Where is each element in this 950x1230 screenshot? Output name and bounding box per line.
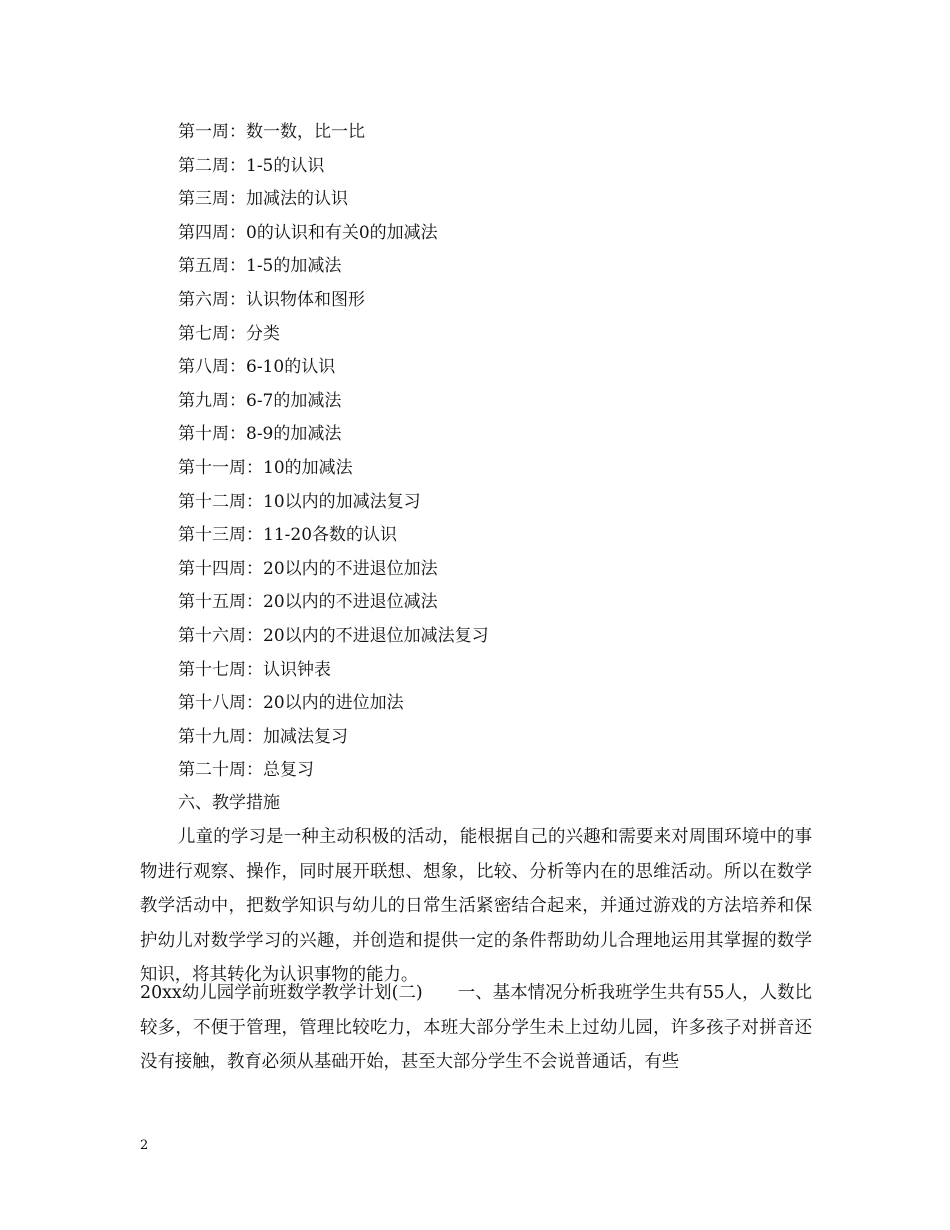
week-item: 第十一周：10的加减法 [178, 457, 353, 478]
week-item: 第六周：认识物体和图形 [178, 289, 365, 310]
week-item: 第十二周：10以内的加减法复习 [178, 491, 421, 512]
week-item: 第五周：1-5的加减法 [178, 256, 342, 277]
week-item: 第二十周：总复习 [178, 760, 314, 781]
section-heading: 六、教学措施 [178, 793, 280, 813]
page-number: 2 [140, 1138, 149, 1153]
week-item: 第十三周：11-20各数的认识 [178, 525, 398, 546]
week-schedule-list [178, 116, 489, 788]
week-item: 第十七周：认识钟表 [178, 659, 331, 680]
week-item: 第二周：1-5的认识 [178, 155, 325, 176]
week-item: 第九周：6-7的加减法 [178, 390, 342, 411]
week-item: 第十五周：20以内的不进退位减法 [178, 592, 438, 613]
week-item: 第十九周：加减法复习 [178, 726, 348, 747]
teaching-measures-paragraph: 儿童的学习是一种主动积极的活动，能根据自己的兴趣和需要来对周围环境中的事物进行观察、操作，同时展开联想、想象，比较、分析等内在的思维活动。所以在数学教学活动中，把数学知识与幼儿的日常生活紧密结合起来，并通过游戏的方法培养和保护幼儿对数学学习的兴趣，并创造和提供一定的条件帮助幼儿合理地运用其掌握的数学知识，将其转化为认识事物的能力。 [140, 827, 812, 985]
week-item: 第一周：数一数，比一比 [178, 122, 365, 142]
week-item: 第十六周：20以内的不进退位加减法复习 [178, 625, 489, 646]
week-item: 第十周：8-9的加减法 [178, 424, 342, 445]
week-item: 第十八周：20以内的进位加法 [178, 693, 404, 714]
week-item: 第四周：0的认识和有关0的加减法 [178, 222, 438, 243]
week-item: 第三周：加减法的认识 [178, 189, 348, 210]
plan-two-paragraph: 20xx幼儿园学前班数学教学计划(二) 一、基本情况分析我班学生共有55人，人数比较多，不便于管理，管理比较吃力，本班大部分学生未上过幼儿园，许多孩子对拼音还没有接触，教育必须从基础开始，甚至大部分学生不会说普通话，有些 [140, 983, 812, 1072]
week-item: 第七周：分类 [178, 323, 280, 344]
week-item: 第十四周：20以内的不进退位加法 [178, 558, 438, 579]
week-item: 第八周：6-10的认识 [178, 357, 336, 378]
